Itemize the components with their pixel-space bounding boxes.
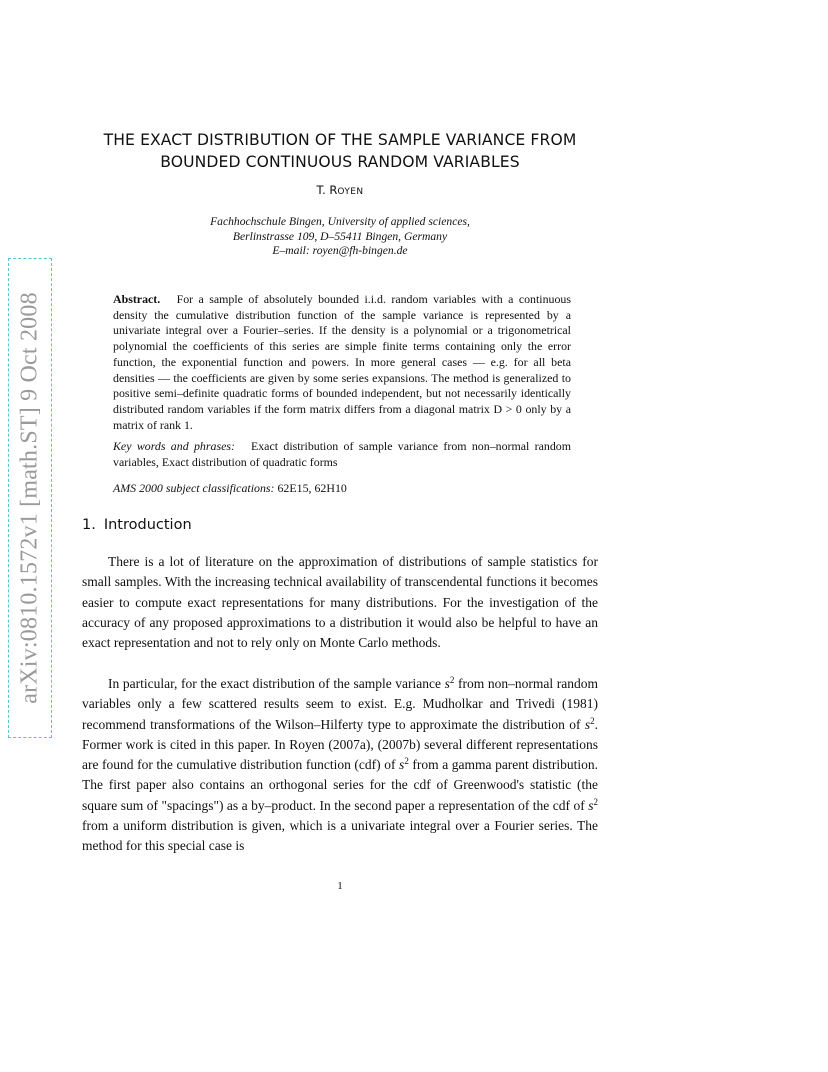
ams-classification xyxy=(113,481,571,497)
affiliation-line-2: Berlinstrasse 109, D–55411 Bingen, Germany xyxy=(232,230,448,243)
body-paragraph-1: There is a lot of literature on the approximation of distributions of sample statistics for small samples. With the increasing technical availability of transcendental functions it becomes easier to compute exact representations for many distributions. For the investigation of the accuracy of any proposed approximations to a distribution it would also be helpful to have an exact representation and not to rely only on Monte Carlo methods. xyxy=(82,554,598,651)
p2-part-c: . Former work is cited in this paper. In Royen (2007a), (2007b) several different representations are found for the cumulative distribution function (cdf) of xyxy=(82,716,598,773)
math-s-squared: $s^2$ xyxy=(399,756,409,773)
paper-title-line-1: THE EXACT DISTRIBUTION OF THE SAMPLE VARIANCE FROM xyxy=(103,131,577,149)
abstract-text: For a sample of absolutely bounded i.i.d. random variables with a continuous density the cumulative distribution function of the sample variance is represented by a univariate integral over a Fourier–series. If the density is a polynomial or a trigonometrical polynomial the coefficients of this series are simple finite terms containing only the error function, the exponential function and powers. In more general cases — e.g. for all beta densities — the coefficients are given by some series expansions. The method is generalized to positive semi–definite quadratic forms of bounded independent, but not necessarily identically distributed random variables if the form matrix differs from a diagonal matrix D > 0 only by a matrix of rank 1. xyxy=(113,292,571,432)
affiliation-line-1: Fachhochschule Bingen, University of applied sciences, xyxy=(210,215,470,228)
ams-codes: 62E15, 62H10 xyxy=(277,481,347,495)
math-s-squared: $s^2$ xyxy=(584,715,595,732)
p2-part-b: from non–normal random variables only a few scattered results seem to exist. E.g. Mudholkar and Trivedi (1981) recommend transformations of the Wilson–Hilferty type to approximate the distribution of xyxy=(82,676,598,732)
abstract-label: Abstract. xyxy=(113,292,161,306)
section-heading xyxy=(82,517,192,533)
section-number: 1. xyxy=(82,517,96,533)
keywords-label: Key words and phrases: xyxy=(113,439,235,453)
section-title: Introduction xyxy=(103,517,192,533)
paper-title-line-2: BOUNDED CONTINUOUS RANDOM VARIABLES xyxy=(160,153,520,171)
keywords-text: Exact distribution of sample variance from non–normal random variables, Exact distribution of quadratic forms xyxy=(113,439,571,469)
author xyxy=(80,183,600,197)
arxiv-stamp xyxy=(8,258,52,738)
p2-part-d: from a gamma parent distribution. The first paper also contains an orthogonal series for the cdf of Greenwood's statistic (the square sum of "spacings") as a by–product. In the second paper a representation of the cdf of xyxy=(82,757,598,813)
abstract xyxy=(113,292,571,433)
arxiv-identifier: arXiv:0810.1572v1 [math.ST] 9 Oct 2008 xyxy=(16,292,43,704)
author-surname: OYEN xyxy=(337,187,364,197)
affiliation-email: E–mail: royen@fh-bingen.de xyxy=(272,244,408,257)
author-initial: T. R xyxy=(316,183,338,197)
math-s-squared: $s^2$ xyxy=(588,796,598,813)
page-number: 1 xyxy=(337,880,343,892)
ams-label: AMS 2000 subject classifications: xyxy=(113,481,275,495)
p2-part-e: from a uniform distribution is given, which is a univariate integral over a Fourier series. The method for this special case is xyxy=(82,818,598,854)
math-s-squared: $s^2$ xyxy=(444,675,455,691)
body-paragraph-2 xyxy=(82,674,598,857)
p2-part-a: In particular, for the exact distribution of the sample variance xyxy=(108,676,445,691)
keywords xyxy=(113,439,571,470)
